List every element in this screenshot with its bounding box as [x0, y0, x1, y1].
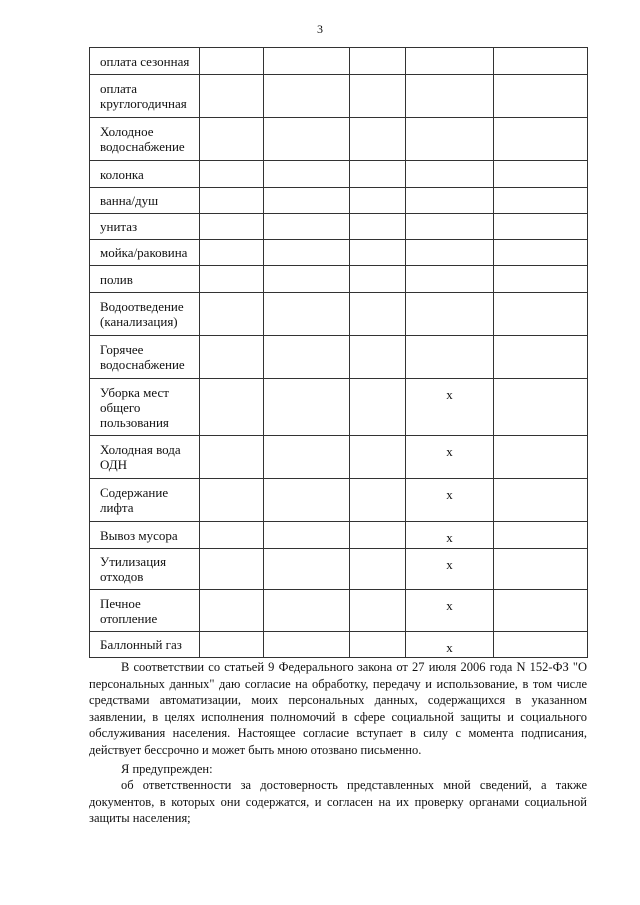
cell-mark: [200, 379, 263, 387]
table-cell: [350, 336, 406, 379]
table-cell: [406, 632, 494, 658]
cell-mark: [494, 214, 587, 222]
table-cell: [264, 379, 350, 436]
cell-mark: [350, 161, 405, 169]
table-cell: [494, 48, 588, 75]
cell-mark: [264, 48, 349, 56]
table-cell: [494, 75, 588, 118]
table-row: [90, 161, 588, 188]
cell-mark: [264, 379, 349, 387]
table-cell: [200, 161, 264, 188]
table-row: [90, 188, 588, 214]
cell-mark: [264, 479, 349, 487]
cell-mark: [264, 436, 349, 444]
table-cell: [264, 266, 350, 293]
cell-mark: [350, 118, 405, 126]
table-cell: [200, 436, 264, 479]
table-cell: [350, 240, 406, 266]
table-cell: [350, 479, 406, 522]
cell-mark: [350, 188, 405, 196]
consent-paragraph: [89, 659, 587, 758]
cell-mark: [406, 336, 493, 344]
table-cell: [406, 75, 494, 118]
table-cell: [494, 266, 588, 293]
table-cell: [264, 336, 350, 379]
service-label: унитаз: [90, 214, 200, 240]
table-cell: [200, 522, 264, 549]
service-label: Вывоз мусора: [90, 522, 200, 549]
table-row: [90, 48, 588, 75]
cell-mark: [350, 549, 405, 557]
service-label: оплата сезонная: [90, 48, 200, 75]
table-cell: [200, 336, 264, 379]
cell-mark: [494, 293, 587, 301]
table-row: [90, 240, 588, 266]
table-cell: [406, 336, 494, 379]
table-cell: [494, 240, 588, 266]
cell-mark: [200, 161, 263, 169]
table-cell: [494, 293, 588, 336]
table-cell: [494, 336, 588, 379]
cell-mark: [200, 336, 263, 344]
cell-mark: [350, 379, 405, 387]
cell-mark: [350, 266, 405, 274]
table-row: [90, 436, 588, 479]
table-cell: [494, 590, 588, 632]
table-cell: [200, 549, 264, 590]
cell-mark: [494, 118, 587, 126]
cell-mark: [264, 266, 349, 274]
table-cell: [406, 549, 494, 590]
consent-text: В соответствии со статьей 9 Федерального закона от 27 июля 2006 года N 152-ФЗ "О персональных данных" даю согласие на обработку, передачу и использование, в том числе средствами автоматизации, моих персональных данных, содержащихся в указанном заявлении, в целях исполнения полномочий в сфере социальной защиты и социального обслуживания населения. Настоящее согласие вступает в силу с момента подписания, действует бессрочно и может быть мною отозвано письменно.: [89, 660, 587, 757]
table-cell: [406, 118, 494, 161]
table-cell: [200, 479, 264, 522]
cell-mark: [406, 118, 493, 126]
table-row: [90, 479, 588, 522]
table-cell: [350, 161, 406, 188]
cell-mark: x: [446, 487, 453, 502]
table-cell: [350, 48, 406, 75]
table-cell: [350, 75, 406, 118]
cell-mark: [264, 161, 349, 169]
cell-mark: [406, 188, 493, 196]
cell-mark: [406, 214, 493, 222]
table-row: [90, 293, 588, 336]
services-table-body: [90, 48, 588, 658]
table-cell: [406, 436, 494, 479]
cell-mark: [350, 590, 405, 598]
cell-mark: [494, 522, 587, 530]
table-cell: [350, 266, 406, 293]
service-label: мойка/раковина: [90, 240, 200, 266]
cell-mark: [494, 336, 587, 344]
table-cell: [350, 214, 406, 240]
cell-mark: [200, 266, 263, 274]
table-row: [90, 336, 588, 379]
warned-title: Я предупрежден:: [121, 762, 213, 776]
cell-mark: [494, 161, 587, 169]
cell-mark: [200, 293, 263, 301]
service-label: колонка: [90, 161, 200, 188]
cell-mark: [200, 214, 263, 222]
table-row: [90, 549, 588, 590]
cell-mark: [264, 118, 349, 126]
service-label: Печное отопление: [90, 590, 200, 632]
cell-mark: [264, 590, 349, 598]
service-label: Утилизация отходов: [90, 549, 200, 590]
table-row: [90, 522, 588, 549]
table-cell: [406, 240, 494, 266]
cell-mark: [264, 293, 349, 301]
cell-mark: [200, 48, 263, 56]
table-cell: [350, 436, 406, 479]
cell-mark: [494, 590, 587, 598]
table-cell: [264, 590, 350, 632]
service-label: Уборка мест общего пользования: [90, 379, 200, 436]
cell-mark: [494, 549, 587, 557]
table-cell: [200, 240, 264, 266]
table-cell: [494, 436, 588, 479]
table-cell: [350, 590, 406, 632]
cell-mark: [494, 632, 587, 640]
table-cell: [264, 240, 350, 266]
table-cell: [264, 118, 350, 161]
table-cell: [350, 522, 406, 549]
cell-mark: x: [446, 557, 453, 572]
table-row: [90, 75, 588, 118]
table-cell: [350, 118, 406, 161]
table-cell: [406, 266, 494, 293]
cell-mark: [350, 436, 405, 444]
table-cell: [200, 266, 264, 293]
cell-mark: [200, 549, 263, 557]
table-cell: [264, 161, 350, 188]
cell-mark: [350, 293, 405, 301]
cell-mark: [494, 266, 587, 274]
table-row: [90, 266, 588, 293]
table-cell: [264, 436, 350, 479]
service-label: полив: [90, 266, 200, 293]
table-cell: [264, 75, 350, 118]
cell-mark: [200, 522, 263, 530]
table-cell: [406, 188, 494, 214]
cell-mark: [264, 75, 349, 83]
cell-mark: [494, 379, 587, 387]
cell-mark: [200, 118, 263, 126]
cell-mark: [200, 75, 263, 83]
table-cell: [494, 632, 588, 658]
cell-mark: x: [446, 598, 453, 613]
cell-mark: [406, 266, 493, 274]
table-cell: [406, 214, 494, 240]
cell-mark: [200, 188, 263, 196]
table-cell: [494, 214, 588, 240]
table-cell: [264, 293, 350, 336]
cell-mark: [264, 214, 349, 222]
table-cell: [406, 161, 494, 188]
table-cell: [200, 590, 264, 632]
cell-mark: [350, 336, 405, 344]
service-label: Холодная вода ОДН: [90, 436, 200, 479]
cell-mark: [200, 479, 263, 487]
service-label: Содержание лифта: [90, 479, 200, 522]
table-cell: [200, 632, 264, 658]
table-row: [90, 214, 588, 240]
cell-mark: [264, 240, 349, 248]
cell-mark: [406, 293, 493, 301]
table-cell: [494, 161, 588, 188]
cell-mark: [264, 549, 349, 557]
cell-mark: [494, 75, 587, 83]
table-cell: [200, 75, 264, 118]
cell-mark: [406, 161, 493, 169]
table-cell: [494, 479, 588, 522]
table-cell: [200, 379, 264, 436]
cell-mark: x: [446, 530, 453, 545]
cell-mark: [494, 479, 587, 487]
table-cell: [200, 214, 264, 240]
table-row: [90, 632, 588, 658]
table-cell: [350, 549, 406, 590]
table-cell: [406, 522, 494, 549]
table-cell: [350, 293, 406, 336]
table-row: [90, 118, 588, 161]
table-cell: [200, 48, 264, 75]
cell-mark: [350, 522, 405, 530]
table-cell: [264, 549, 350, 590]
service-label: оплата круглогодичная: [90, 75, 200, 118]
table-cell: [406, 590, 494, 632]
table-row: [90, 379, 588, 436]
warned-item: об ответственности за достоверность представленных мной сведений, а также документов, в которых они содержатся, и согласен на их проверку органами социальной защиты населения;: [89, 778, 587, 825]
table-cell: [406, 479, 494, 522]
cell-mark: x: [446, 387, 453, 402]
table-cell: [406, 48, 494, 75]
table-cell: [200, 293, 264, 336]
cell-mark: [494, 188, 587, 196]
cell-mark: [264, 188, 349, 196]
table-cell: [350, 632, 406, 658]
cell-mark: [200, 632, 263, 640]
table-cell: [264, 188, 350, 214]
cell-mark: [350, 632, 405, 640]
cell-mark: [264, 336, 349, 344]
table-cell: [264, 214, 350, 240]
cell-mark: x: [446, 640, 453, 655]
cell-mark: [350, 240, 405, 248]
cell-mark: [406, 240, 493, 248]
services-table: [89, 47, 588, 658]
service-label: ванна/душ: [90, 188, 200, 214]
cell-mark: [350, 75, 405, 83]
table-cell: [264, 522, 350, 549]
table-cell: [350, 379, 406, 436]
table-cell: [494, 549, 588, 590]
cell-mark: [264, 632, 349, 640]
table-cell: [200, 188, 264, 214]
table-cell: [494, 379, 588, 436]
cell-mark: [350, 48, 405, 56]
service-label: Баллонный газ: [90, 632, 200, 658]
table-cell: [494, 118, 588, 161]
table-cell: [406, 379, 494, 436]
cell-mark: [200, 436, 263, 444]
cell-mark: [350, 214, 405, 222]
cell-mark: x: [446, 444, 453, 459]
service-label: Водоотведение (канализация): [90, 293, 200, 336]
cell-mark: [494, 240, 587, 248]
table-row: [90, 590, 588, 632]
cell-mark: [200, 590, 263, 598]
page-number: 3: [317, 22, 323, 36]
cell-mark: [494, 436, 587, 444]
table-cell: [264, 48, 350, 75]
table-cell: [350, 188, 406, 214]
table-cell: [494, 188, 588, 214]
table-cell: [264, 479, 350, 522]
table-cell: [494, 522, 588, 549]
cell-mark: [406, 75, 493, 83]
service-label: Горячее водоснабжение: [90, 336, 200, 379]
table-cell: [264, 632, 350, 658]
cell-mark: [406, 48, 493, 56]
table-cell: [200, 118, 264, 161]
cell-mark: [264, 522, 349, 530]
cell-mark: [200, 240, 263, 248]
cell-mark: [350, 479, 405, 487]
table-cell: [406, 293, 494, 336]
cell-mark: [494, 48, 587, 56]
service-label: Холодное водоснабжение: [90, 118, 200, 161]
